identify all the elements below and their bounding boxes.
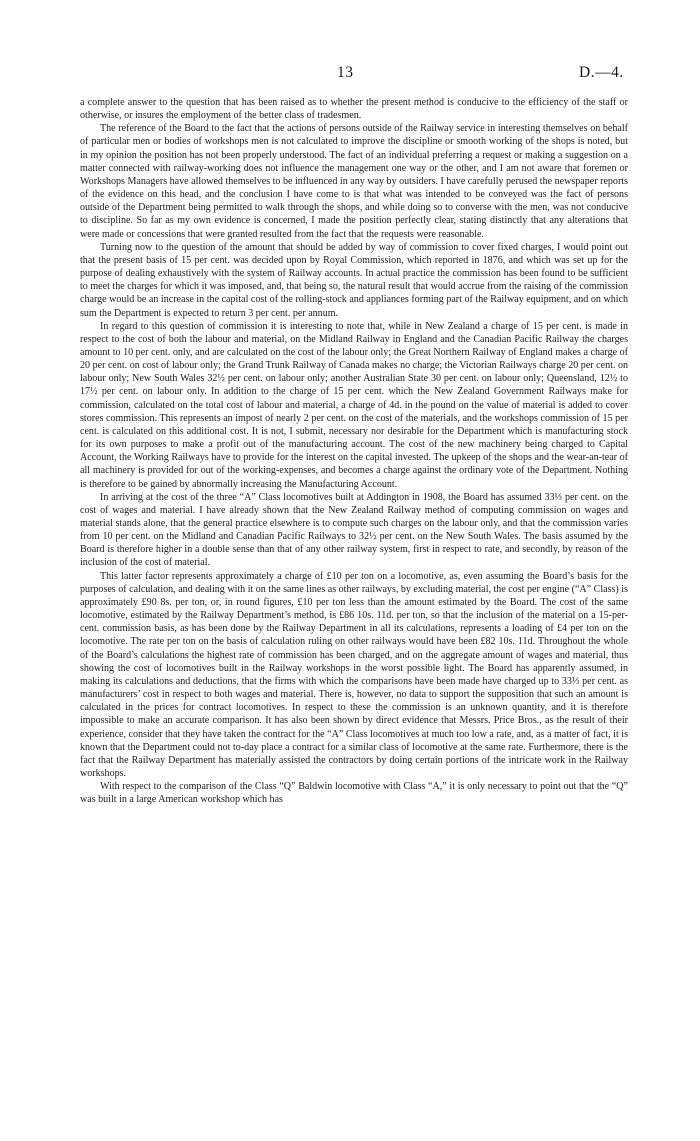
page-number: 13 (337, 64, 354, 81)
series-reference: D.—4. (579, 64, 624, 81)
body-text (80, 96, 628, 806)
paragraph-5: In arriving at the cost of the three “A” Class locomotives built at Addington in 1908, the Board has assumed 33⅓ per cent. on the cost of wages and material. I have already shown that the New Zealand Railway method of computing commission on wages and material stands alone, that the general practice elsewhere is to compute such charges on the labour only, and that the commission varies from 10 per cent. on the Midland and Canadian Pacific Railways to 32½ per cent. on the New South Wales. The basis assumed by the Board is therefore higher in a double sense than that of any other railway system, first in respect to rate, and secondly, by reason of the inclusion of the cost of material. (80, 491, 628, 569)
paragraph-2: The reference of the Board to the fact that the actions of persons outside of the Railway service in interesting themselves on behalf of particular men or bodies of workshops men is not calculated to improve the discipline or smooth working of the shops is noted, but in my opinion the position has not been properly understood. The fact of an individual preferring a request or making a suggestion on a matter connected with railway-working does not influence the management one way or the other, and I am not aware that foremen or Workshops Managers have allowed themselves to be influenced in any way by outsiders. I have carefully perused the newspaper reports of the evidence on this head, and the conclusion I have come to is that what was intended to be conveyed was the fact of persons outside of the Department being permitted to walk through the shops, and while doing so to converse with the men, was not conducive to discipline. So far as my own evidence is concerned, I made the position perfectly clear, stating distinctly that any alterations that were made or concessions that were granted resulted from the fact that the requests were reasonable. (80, 123, 628, 240)
paragraph-7: With respect to the comparison of the Class “Q” Baldwin locomotive with Class “A,” it is only necessary to point out that the “Q” was built in a large American workshop which has (80, 781, 628, 806)
paragraph-6: This latter factor represents approximately a charge of £10 per ton on a locomotive, as, even assuming the Board’s basis for the purposes of calculation, and dealing with it on the same lines as other railways, by excluding material, the cost per engine (“A” Class) is approximately £90 8s. per ton, or, in round figures, £10 per ton less than the amount estimated by the Board. The cost of the same locomotive, estimated by the Railway Department’s method, is £86 10s. 11d. per ton, so that the inclusion of the material on a 15-per-cent. commission basis, as has been done by the Railway Department in all its calculations, represents a loading of £4 per ton on the locomotive. The rate per ton on the basis of calculation ruling on other railways would have been £82 10s. 11d. Throughout the whole of the Board’s calculations the highest rate of commission has been charged, and on the aggregate amount of wages and material, thus showing the cost of locomotives built in the Railway workshops in the worst possible light. The Board has apparently assumed, in making its calculations and deductions, that the firms with which the comparisons have been made have charged up to 33⅓ per cent. as manufacturers’ cost in respect to both wages and material. There is, however, no data to support the supposition that such an amount is calculated in the prices for contract locomotives. In respect to these the commission is an unknown quantity, and it is therefore impossible to make an accurate comparison. It has also been shown by direct evidence that Messrs. Price Bros., as the result of their experience, consider that they have taken the contract for the “A” Class locomotives at much too low a rate, and, as a matter of fact, it is known that the Department could not to-day place a contract for a similar class of locomotive at the same rate. Furthermore, there is the fact that the Railway Department has materially assisted the contractors by doing certain portions of the intricate work in the Railway workshops. (80, 570, 628, 779)
paragraph-4: In regard to this question of commission it is interesting to note that, while in New Zealand a charge of 15 per cent. is made in respect to the cost of both the labour and material, on the Midland Railway in England and the Canadian Pacific Railway the charges amount to 10 per cent. only, and are calculated on the cost of the labour only; the Great Northern Railway of England makes a charge of 20 per cent. on cost of labour only; the Grand Trunk Railway of Canada makes no charge; the Victorian Railways charge 20 per cent. on labour only; New South Wales 32½ per cent. on labour only; another Australian State 30 per cent. on labour only; Queensland, 12½ to 17½ per cent. on labour only. In addition to the charge of 15 per cent. which the New Zealand Government Railways make for commission, calculated on the total cost of labour and material, a charge of 4d. in the pound on the value of material is added to cover stores commission. This represents an impost of nearly 2 per cent. on the cost of the materials, and the workshops commission of 15 per cent. is calculated on this additional cost. It is not, I submit, necessary nor desirable for the Department which is manufacturing stock for its own purposes to make a profit out of the manufacturing account. The cost of the new machinery being charged to Capital Account, the Working Railways have to provide for the interest on the capital invested. The upkeep of the shops and the wear-an-tear of all machinery is provided for out of the working-expenses, and becomes a charge against the ordinary vote of the Department. Nothing is therefore to be gained by abnormally increasing the Manufacturing Account. (80, 320, 628, 490)
paragraph-3: Turning now to the question of the amount that should be added by way of commission to cover fixed charges, I would point out that the present basis of 15 per cent. was decided upon by Royal Commission, which reported in 1876, and which was set up for the purpose of dealing exhaustively with the system of Railway accounts. In actual practice the commission has been found to be sufficient to meet the charges for which it was imposed, and, that being so, the natural result that would accrue from the raising of the commission charge would be an increase in the capital cost of the rolling-stock and appliances forming part of the Railway equipment, and on which sum the Department is expected to return 3 per cent. per annum. (80, 241, 628, 319)
paragraph-1: a complete answer to the question that has been raised as to whether the present method is conducive to the efficiency of the staff or otherwise, or insures the employment of the better class of tradesmen. (80, 97, 628, 122)
